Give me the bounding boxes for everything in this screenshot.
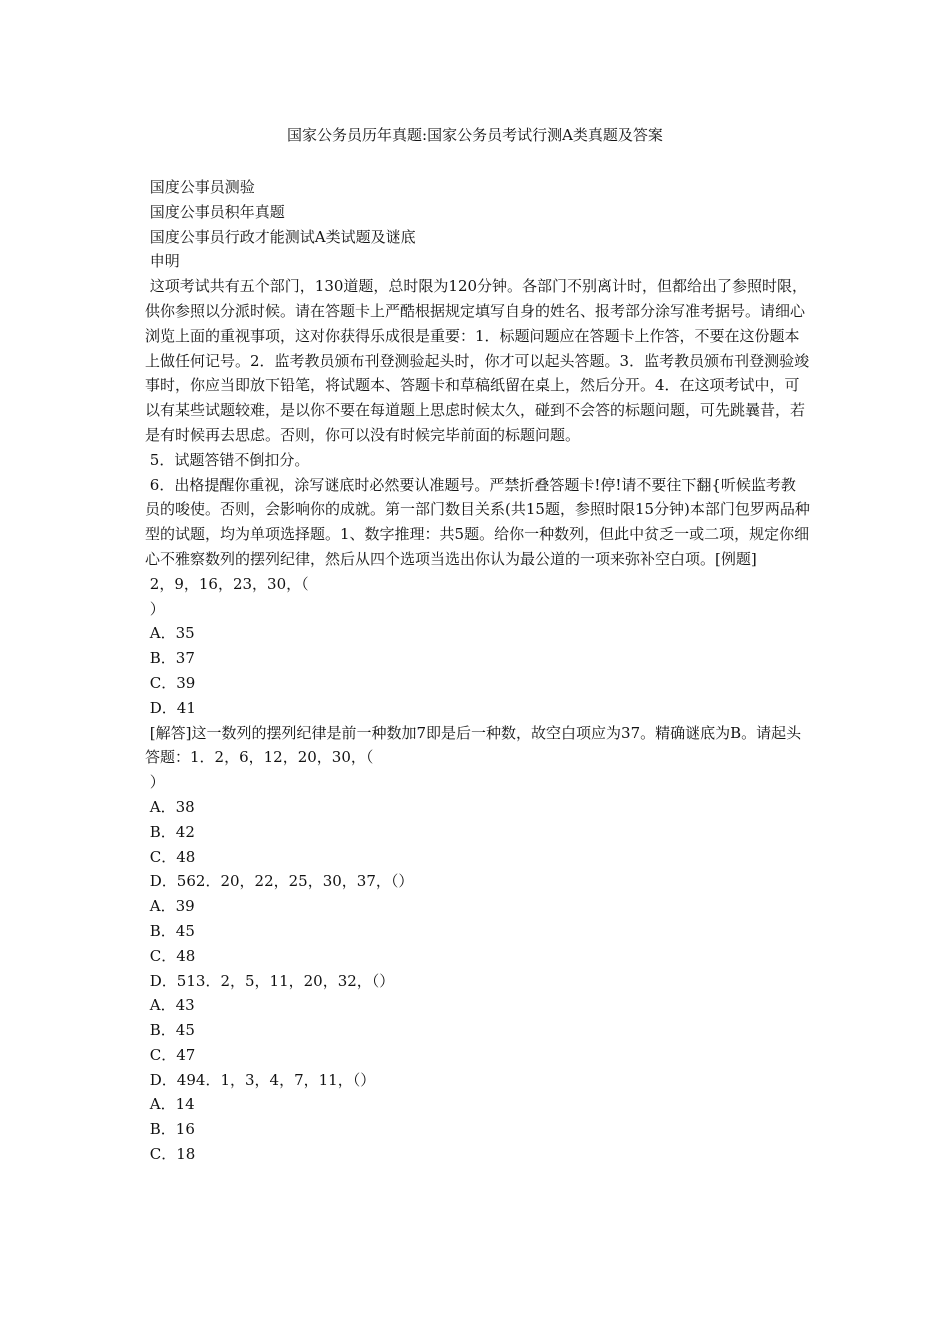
- document-paragraph: A．38: [145, 797, 195, 816]
- document-paragraph: ）: [145, 599, 165, 618]
- document-paragraph: D．41: [145, 698, 196, 717]
- document-paragraph: B．42: [145, 822, 195, 841]
- document-paragraph: 申明: [145, 252, 180, 271]
- document-paragraph: A．43: [145, 996, 195, 1015]
- document-paragraph: 2，9，16，23，30，（: [145, 574, 309, 593]
- document-paragraph: 6．出格提醒你重视，涂写谜底时必然要认准题号。严禁折叠答题卡!停!请不要往下翻{听候监考教员的唆使。否则，会影响你的成就。第一部门数目关系(共15题，参照时限15分钟)本部门包罗两品种型的试题，均为单项选择题。1、数字推理：共5题。给你一种数列，但此中贫乏一或二项，规定你细心不雅察数列的摆列纪律，然后从四个选项当选出你认为最公道的一项来弥补空白项。[例题]: [145, 475, 810, 568]
- document-paragraph: D．562．20，22，25，30，37，（）: [145, 872, 414, 891]
- document-paragraph: C．39: [145, 673, 196, 692]
- document-paragraph: C．48: [145, 946, 196, 965]
- document-paragraph: D．513．2，5，11，20，32，（）: [145, 971, 395, 990]
- document-paragraph: 这项考试共有五个部门，130道题，总时限为120分钟。各部门不别离计时，但都给出了参照时限，供你参照以分派时候。请在答题卡上严酷根据规定填写自身的姓名、报考部分涂写准考据号。请细心浏览上面的重视事项，这对你获得乐成很是重要：1．标题问题应在答题卡上作答，不要在这份题本上做任何记号。2．监考教员颁布刊登测验起头时，你才可以起头答题。3．监考教员颁布刊登测验竣事时，你应当即放下铅笔，将试题本、答题卡和草稿纸留在桌上，然后分开。4．在这项考试中，可以有某些试题较难，是以你不要在每道题上思虑时候太久，碰到不会答的标题问题，可先跳曩昔，若是有时候再去思虑。否则，你可以没有时候完毕前面的标题问题。: [145, 277, 810, 444]
- document-paragraph: [解答]这一数列的摆列纪律是前一种数加7即是后一种数，故空白项应为37。精确谜底为B。请起头答题：1．2，6，12，20，30，（: [145, 723, 802, 767]
- document-paragraph: 国度公事员行政才能测试A类试题及谜底: [145, 227, 416, 246]
- document-paragraph: B．37: [145, 649, 195, 668]
- document-title: 国家公务员历年真题:国家公务员考试行测A类真题及答案: [287, 126, 663, 144]
- document-body: [145, 175, 810, 1167]
- document-paragraph: 5．试题答错不倒扣分。: [145, 450, 310, 469]
- document-paragraph: C．18: [145, 1145, 196, 1164]
- document-paragraph: B．16: [145, 1120, 195, 1139]
- document-paragraph: A．35: [145, 624, 195, 643]
- document-paragraph: A．14: [145, 1095, 195, 1114]
- document-paragraph: B．45: [145, 921, 195, 940]
- document-paragraph: C．48: [145, 847, 196, 866]
- document-paragraph: D．494．1，3，4，7，11，（）: [145, 1070, 376, 1089]
- document-paragraph: B．45: [145, 1021, 195, 1040]
- document-paragraph: A．39: [145, 897, 195, 916]
- document-paragraph: ）: [145, 773, 165, 792]
- document-paragraph: C．47: [145, 1045, 196, 1064]
- document-paragraph: 国度公事员积年真题: [145, 202, 285, 221]
- document-paragraph: 国度公事员测验: [145, 178, 255, 196]
